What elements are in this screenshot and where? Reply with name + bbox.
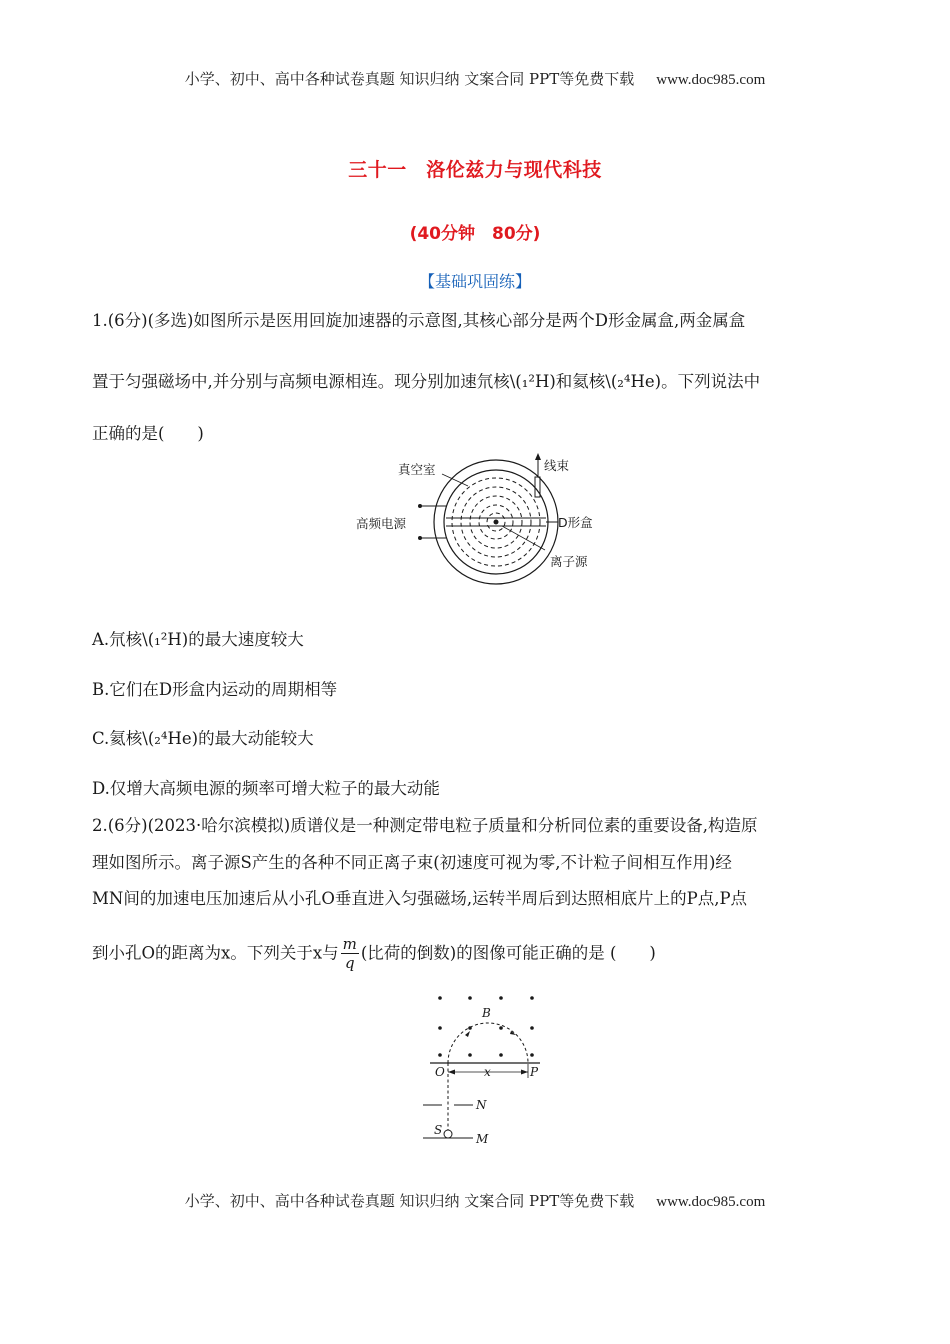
q1-line-1: 1.(6分)(多选)如图所示是医用回旋加速器的示意图,其核心部分是两个D形金属盒,两金属盒 [92, 311, 746, 330]
fraction-numerator: m [342, 935, 357, 953]
fig2-label-m: M [476, 1132, 489, 1146]
header-url[interactable]: www.doc985.com [656, 72, 766, 88]
q2-line-3: MN间的加速电压加速后从小孔O垂直进入匀强磁场,运转半周后到达照相底片上的P点,P点 [92, 889, 748, 908]
fig1-label-beam: 线束 [544, 458, 570, 473]
page-subtitle: (40分钟 80分) [409, 224, 541, 244]
q1-option-b[interactable]: B.它们在D形盒内运动的周期相等 [92, 680, 338, 699]
page-header [0, 68, 950, 89]
fig1-label-power: 高频电源 [356, 516, 407, 531]
q1-option-a[interactable]: A.氘核\(₁²H)的最大速度较大 [92, 630, 304, 649]
q1-line-3: 正确的是( ) [92, 424, 204, 443]
cyclotron-diagram [350, 450, 610, 585]
footer-url[interactable]: www.doc985.com [656, 1194, 766, 1210]
section-heading: 【基础巩固练】 [418, 272, 531, 291]
fig2-label-n: N [476, 1098, 487, 1112]
page-footer [0, 1190, 950, 1211]
fig1-label-source: 离子源 [550, 554, 588, 569]
q2-line-4-end: (比荷的倒数)的图像可能正确的是 ( ) [360, 943, 656, 963]
q2-line-4-start: 到小孔O的距离为x。下列关于x与 [92, 943, 339, 963]
q2-line-2: 理如图所示。离子源S产生的各种不同正离子束(初速度可视为零,不计粒子间相互作用)经 [92, 853, 732, 872]
q1-line-2: 置于匀强磁场中,并分别与高频电源相连。现分别加速氘核\(₁²H)和氦核\(₂⁴He)。下列说法中 [92, 372, 761, 391]
mass-spectrometer-diagram [415, 988, 555, 1153]
fig2-label-s: S [434, 1123, 443, 1137]
mass-charge-fraction [341, 937, 359, 971]
q2-line-4 [92, 937, 862, 971]
q1-option-d[interactable]: D.仅增大高频电源的频率可增大粒子的最大动能 [92, 779, 440, 798]
page-title: 三十一 洛伦兹力与现代科技 [348, 159, 602, 181]
fig2-label-p: P [530, 1065, 539, 1079]
fraction-denominator: q [344, 954, 355, 972]
fig1-label-vacuum: 真空室 [398, 462, 436, 477]
fig1-label-dbox: D形盒 [558, 515, 593, 530]
fig2-label-b: B [482, 1006, 491, 1020]
q1-option-c[interactable]: C.氦核\(₂⁴He)的最大动能较大 [92, 729, 314, 748]
fig2-label-x: x [484, 1065, 491, 1079]
header-text: 小学、初中、高中各种试卷真题 知识归纳 文案合同 PPT等免费下载 [184, 70, 635, 88]
footer-text: 小学、初中、高中各种试卷真题 知识归纳 文案合同 PPT等免费下载 [184, 1192, 635, 1210]
fig2-label-o: O [435, 1065, 445, 1079]
q2-line-1: 2.(6分)(2023·哈尔滨模拟)质谱仪是一种测定带电粒子质量和分析同位素的重要设备,构造原 [92, 816, 758, 835]
